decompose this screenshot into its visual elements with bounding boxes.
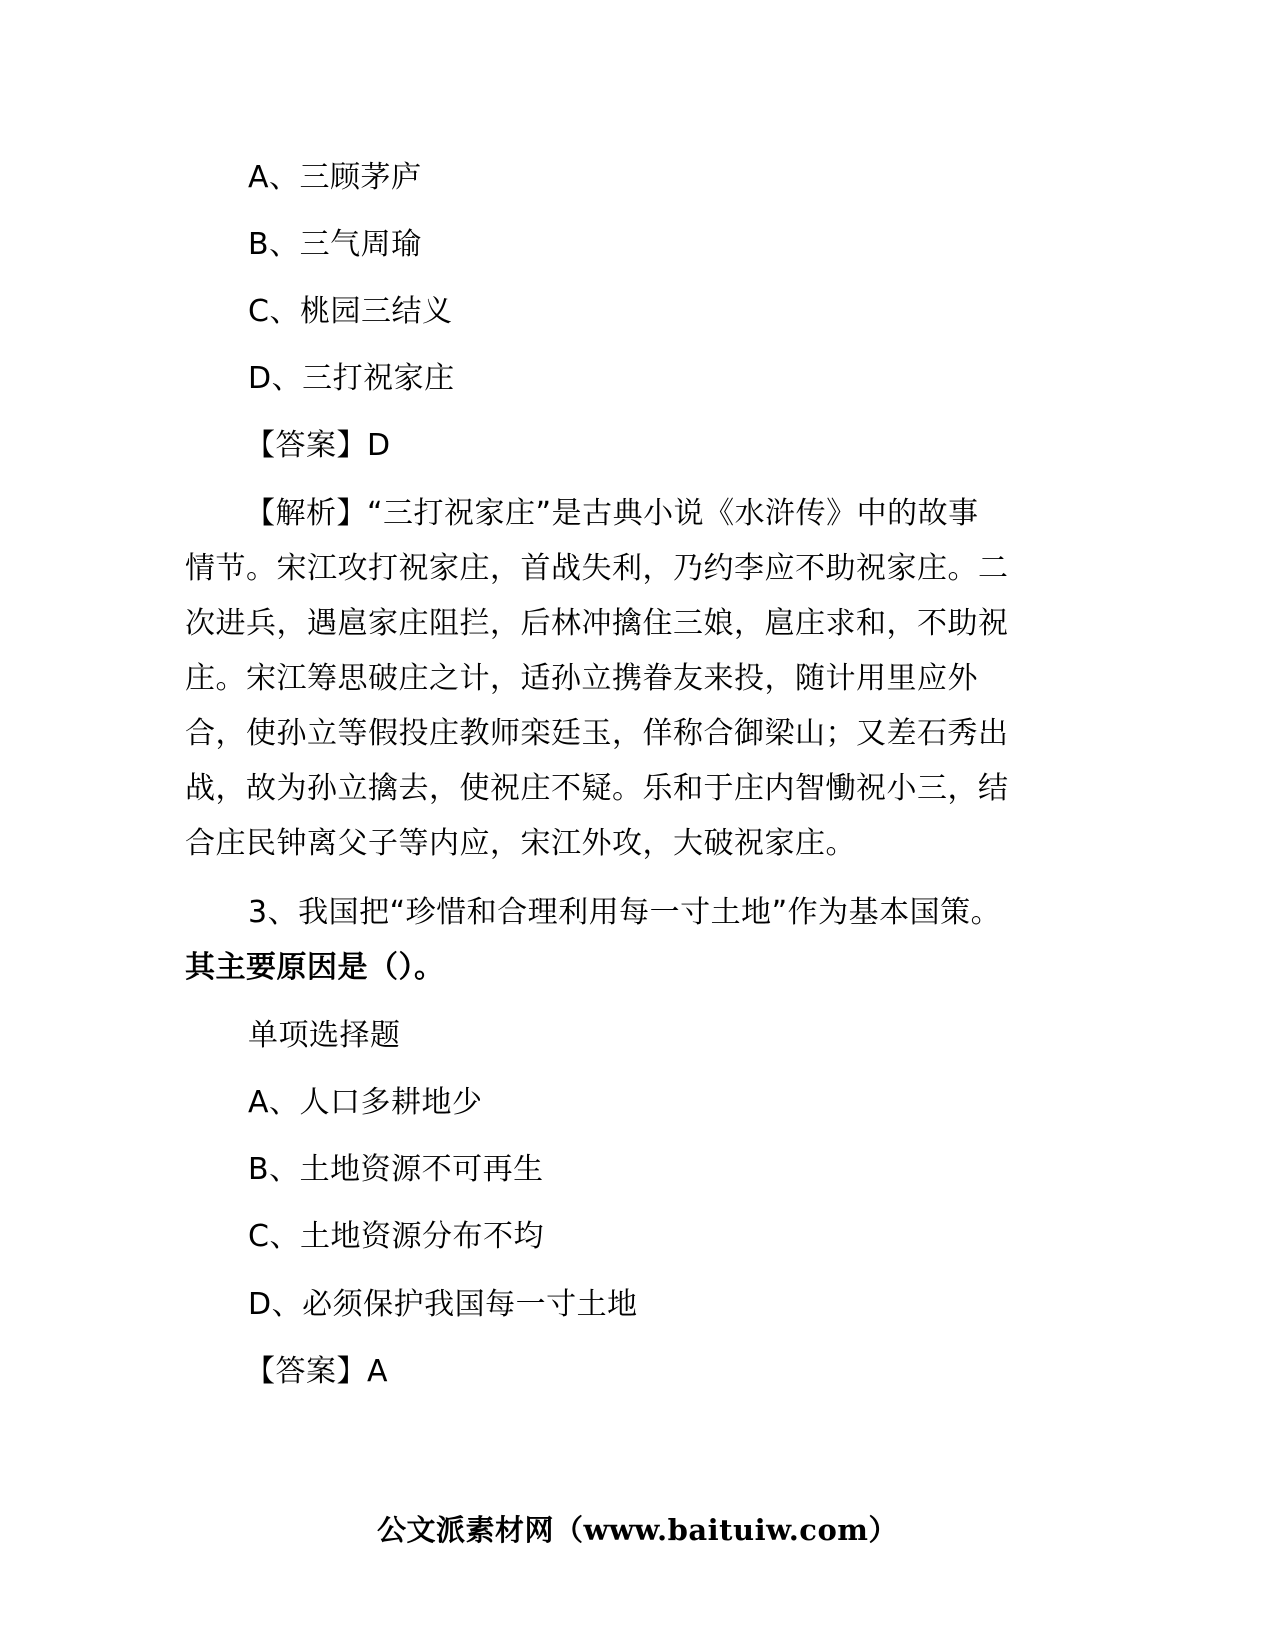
q2-option-b: B、三气周瑜 bbox=[248, 227, 422, 262]
q3-question-line-2: 其主要原因是（）。 bbox=[185, 950, 445, 985]
q3-answer: 【答案】A bbox=[245, 1354, 389, 1389]
page-footer: 公文派素材网（www.baituiw.com） bbox=[377, 1513, 898, 1547]
q2-option-a: A、三顾茅庐 bbox=[248, 160, 422, 195]
analysis-line: 情节。宋江攻打祝家庄，首战失利，乃约李应不助祝家庄。二 bbox=[185, 551, 1009, 586]
q3-option-a: A、人口多耕地少 bbox=[248, 1085, 483, 1120]
analysis-line: 战，故为孙立擒去，使祝庄不疑。乐和于庄内智慟祝小三，结 bbox=[185, 771, 1009, 806]
q3-question-line-1: 3、我国把“珍惜和合理利用每一寸土地”作为基本国策。 bbox=[248, 895, 1002, 930]
q2-option-d: D、三打祝家庄 bbox=[248, 361, 455, 396]
q3-type: 单项选择题 bbox=[248, 1018, 401, 1053]
analysis-line: 庄。宋江筹思破庄之计，适孙立携眷友来投，随计用里应外 bbox=[185, 661, 978, 696]
q2-answer: 【答案】D bbox=[245, 428, 391, 463]
analysis-line: 次进兵，遇扈家庄阻拦，后林冲擒住三娘，扈庄求和，不助祝 bbox=[185, 606, 1009, 641]
analysis-line: 合，使孙立等假投庄教师栾廷玉，佯称合御梁山；又差石秀出 bbox=[185, 716, 1009, 751]
q3-option-d: D、必须保护我国每一寸土地 bbox=[248, 1287, 638, 1322]
q3-option-b: B、土地资源不可再生 bbox=[248, 1152, 544, 1187]
q2-option-c: C、桃园三结义 bbox=[248, 294, 453, 329]
analysis-line: 合庄民钟离父子等内应，宋江外攻，大破祝家庄。 bbox=[185, 826, 856, 861]
analysis-line: 【解析】“三打祝家庄”是古典小说《水浒传》中的故事 bbox=[245, 496, 979, 531]
q3-option-c: C、土地资源分布不均 bbox=[248, 1219, 544, 1254]
